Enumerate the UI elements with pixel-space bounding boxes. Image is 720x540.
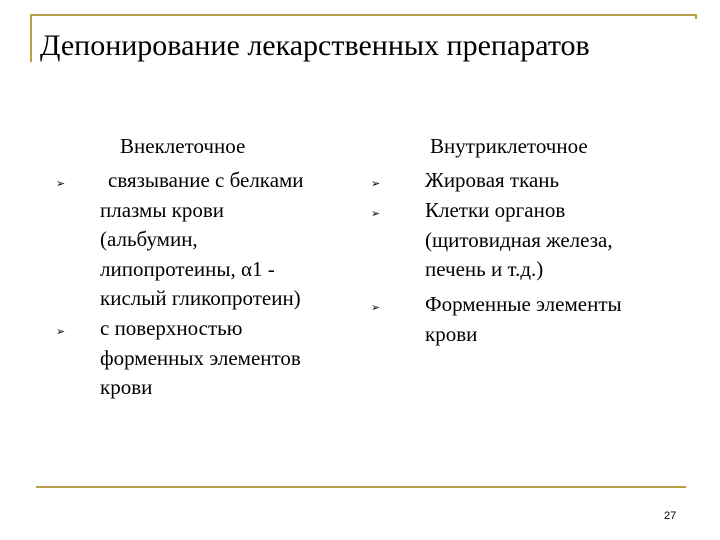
slide-title: Депонирование лекарственных препаратов bbox=[40, 29, 590, 62]
page-number: 27 bbox=[664, 510, 677, 522]
footer-divider bbox=[36, 486, 686, 488]
arrow-bullet-icon: ➢ bbox=[371, 207, 381, 220]
frame-horizontal-accent bbox=[30, 14, 697, 16]
right-list-item: Жировая ткань bbox=[425, 168, 560, 192]
arrow-bullet-icon: ➢ bbox=[371, 301, 381, 314]
arrow-bullet-icon: ➢ bbox=[371, 177, 381, 190]
left-column-heading: Внеклеточное bbox=[120, 134, 246, 158]
left-list-item: связывание с белками плазмы крови (альбумин, липопротеины, α1 - кислый гликопротеин) bbox=[100, 168, 304, 310]
right-list-item: Форменные элементы крови bbox=[425, 292, 622, 346]
arrow-bullet-icon: ➢ bbox=[56, 325, 66, 338]
right-list-item: Клетки органов (щитовидная железа, печень и т.д.) bbox=[425, 198, 613, 281]
right-column-heading: Внутриклеточное bbox=[430, 134, 588, 158]
frame-vertical-accent bbox=[30, 14, 32, 62]
arrow-bullet-icon: ➢ bbox=[56, 177, 66, 190]
left-list-item: с поверхностью форменных элементов крови bbox=[100, 316, 301, 399]
